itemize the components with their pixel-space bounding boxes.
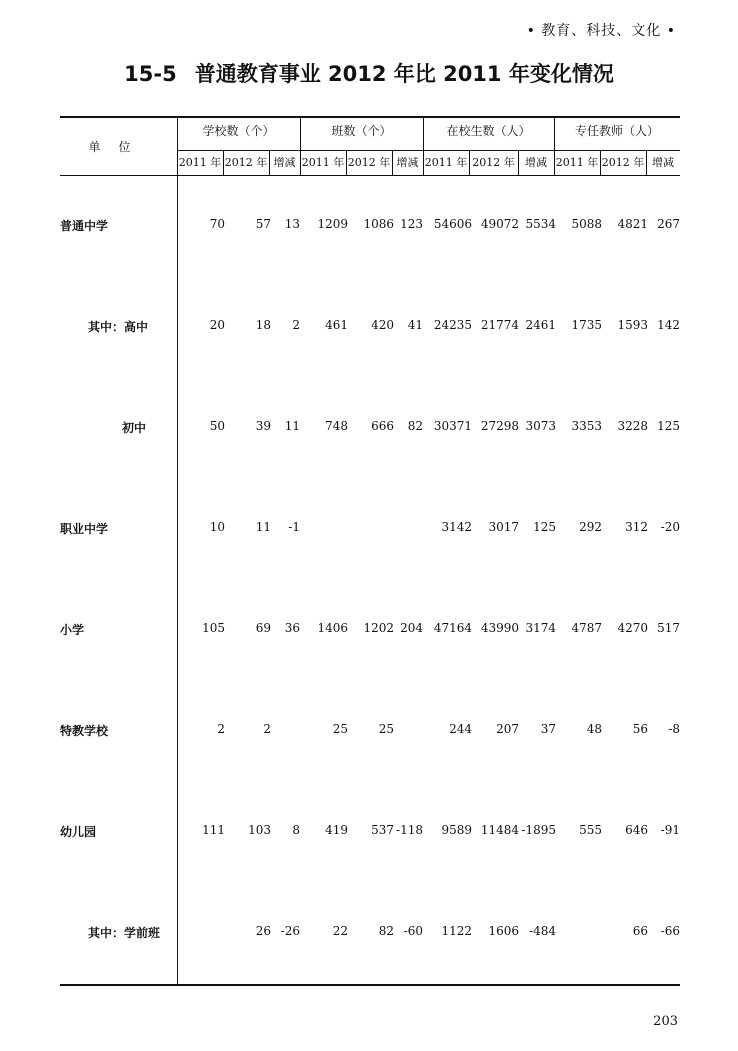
table-cell: 1086 <box>363 217 394 231</box>
table-cell: 4787 <box>571 621 602 635</box>
table-row <box>60 217 680 237</box>
row-label: 小学 <box>60 623 85 637</box>
table-cell: 57 <box>255 217 271 231</box>
table-cell: 2 <box>263 722 271 736</box>
table-cell: 2 <box>292 318 300 332</box>
table-cell: 11 <box>284 419 300 433</box>
table-cell: 1406 <box>317 621 348 635</box>
table-cell: 517 <box>657 621 680 635</box>
table-cell: -484 <box>529 924 556 938</box>
table-cell: 5534 <box>525 217 556 231</box>
table-cell: -8 <box>668 722 680 736</box>
group-header-teachers: 专任教师（人） <box>574 124 659 138</box>
table-cell: 420 <box>371 318 394 332</box>
table-row <box>60 419 680 439</box>
table-cell: 25 <box>332 722 348 736</box>
table-cell: 41 <box>407 318 423 332</box>
unit-header: 单位 <box>88 139 149 154</box>
table-cell: 142 <box>657 318 680 332</box>
table-cell: 26 <box>255 924 271 938</box>
table-cell: -26 <box>280 924 300 938</box>
table-row <box>60 621 680 641</box>
table-cell: 8 <box>292 823 300 837</box>
table-cell: 1606 <box>488 924 519 938</box>
subheader-2012: 2012 年 <box>224 156 268 169</box>
table-cell: 10 <box>209 520 225 534</box>
table-cell: 111 <box>202 823 225 837</box>
table-cell: 3017 <box>488 520 519 534</box>
table-row <box>60 924 680 944</box>
table-cell: 244 <box>449 722 472 736</box>
table-cell: 666 <box>371 419 394 433</box>
table-row <box>60 823 680 843</box>
table-cell: 1209 <box>317 217 348 231</box>
table-cell: 70 <box>209 217 225 231</box>
table-cell: 56 <box>632 722 648 736</box>
table-cell: 3073 <box>525 419 556 433</box>
table-cell: 3228 <box>617 419 648 433</box>
group-header-classes: 班数（个） <box>331 124 392 138</box>
table-cell: 292 <box>579 520 602 534</box>
group-header-students: 在校生数（人） <box>446 124 531 138</box>
page-title <box>0 58 738 88</box>
table-cell: 18 <box>255 318 271 332</box>
table-cell: 4270 <box>617 621 648 635</box>
table-cell: 3353 <box>571 419 602 433</box>
table-cell: 2461 <box>525 318 556 332</box>
table-cell: 646 <box>625 823 648 837</box>
subheader-change: 增减 <box>396 156 419 169</box>
table-cell: 1202 <box>363 621 394 635</box>
table-cell: 39 <box>255 419 271 433</box>
table-cell: 82 <box>407 419 423 433</box>
table-cell: 20 <box>209 318 225 332</box>
table-cell: 82 <box>378 924 394 938</box>
table-cell: 13 <box>284 217 300 231</box>
table-cell: -66 <box>660 924 680 938</box>
subheader-2012: 2012 年 <box>347 156 391 169</box>
table-cell: 537 <box>371 823 394 837</box>
table-cell: -1895 <box>521 823 556 837</box>
table-cell: 555 <box>579 823 602 837</box>
row-label: 幼儿园 <box>60 825 97 839</box>
row-label: 其中：学前班 <box>88 926 161 940</box>
table-cell: 748 <box>325 419 348 433</box>
table-cell: 312 <box>625 520 648 534</box>
table-cell: 419 <box>325 823 348 837</box>
table-cell: 3142 <box>441 520 472 534</box>
table-cell: 22 <box>332 924 348 938</box>
table-cell: 43990 <box>480 621 519 635</box>
table-cell: 24235 <box>433 318 472 332</box>
table-cell: 9589 <box>441 823 472 837</box>
table-cell: 2 <box>217 722 225 736</box>
row-label: 初中 <box>122 421 147 435</box>
group-header-schools: 学校数（个） <box>202 124 275 138</box>
table-cell: 11 <box>255 520 271 534</box>
row-label: 普通中学 <box>60 219 109 233</box>
table-number: 15-5 <box>124 62 177 86</box>
subheader-change: 增减 <box>525 156 547 169</box>
subheader-2011: 2011 年 <box>424 156 468 169</box>
table-cell: 125 <box>657 419 680 433</box>
table-bottom-rule <box>60 984 680 986</box>
table-cell: 125 <box>533 520 556 534</box>
table-cell: 4821 <box>617 217 648 231</box>
subheader-2012: 2012 年 <box>472 156 515 169</box>
table-row <box>60 318 680 338</box>
table-cell: 47164 <box>433 621 472 635</box>
table-cell: -91 <box>660 823 680 837</box>
table-row <box>60 520 680 540</box>
table-cell: 36 <box>284 621 300 635</box>
subheader-2011: 2011 年 <box>178 156 222 169</box>
table-cell: 1593 <box>617 318 648 332</box>
table-cell: -1 <box>288 520 300 534</box>
table-cell: 461 <box>325 318 348 332</box>
table-cell: 50 <box>209 419 225 433</box>
table-cell: 5088 <box>571 217 602 231</box>
table-cell: 25 <box>378 722 394 736</box>
table-cell: 105 <box>202 621 225 635</box>
table-cell: 123 <box>400 217 423 231</box>
table-cell: 204 <box>400 621 423 635</box>
table-cell: -118 <box>396 823 423 837</box>
statistics-table <box>60 116 680 986</box>
subheader-2011: 2011 年 <box>555 156 599 169</box>
table-cell: 267 <box>657 217 680 231</box>
subheader-2011: 2011 年 <box>301 156 345 169</box>
table-cell: 48 <box>586 722 602 736</box>
unit-column-divider <box>177 116 178 986</box>
table-cell: 11484 <box>480 823 519 837</box>
table-cell: 30371 <box>433 419 472 433</box>
table-cell: 1735 <box>571 318 602 332</box>
table-cell: 49072 <box>480 217 519 231</box>
table-cell: 69 <box>255 621 271 635</box>
table-cell: 21774 <box>480 318 519 332</box>
table-cell: 1122 <box>441 924 472 938</box>
table-cell: 207 <box>496 722 519 736</box>
subheader-2012: 2012 年 <box>601 156 645 169</box>
page-number: 203 <box>653 1014 678 1029</box>
table-cell: 54606 <box>433 217 472 231</box>
row-label: 特教学校 <box>60 724 109 738</box>
table-row <box>60 722 680 742</box>
table-cell: 103 <box>248 823 271 837</box>
subheader-change: 增减 <box>273 156 296 169</box>
subheader-change: 增减 <box>652 156 674 169</box>
table-title-text: 普通教育事业 2012 年比 2011 年变化情况 <box>194 62 614 86</box>
row-label: 其中：高中 <box>88 320 149 334</box>
table-cell: 66 <box>632 924 648 938</box>
table-cell: 3174 <box>525 621 556 635</box>
table-cell: 37 <box>540 722 556 736</box>
row-label: 职业中学 <box>60 522 109 536</box>
table-cell: -60 <box>403 924 423 938</box>
section-header-note: • 教育、科技、文化 • <box>526 23 676 39</box>
table-cell: 27298 <box>480 419 519 433</box>
table-cell: -20 <box>660 520 680 534</box>
